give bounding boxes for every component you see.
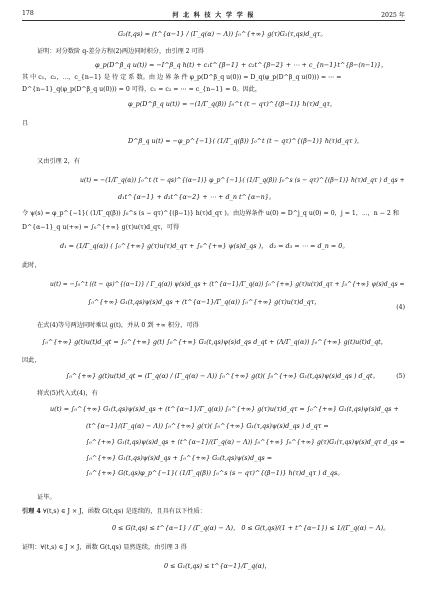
paragraph-boundary-1: 其 中 c₁，c₂，⋯，c_{n−1} 是 待 定 系 数。由 边 界 条 件 φ_p(D^β_q u(0)) = D_q(φ_p(D^β_q u(0))) = ⋯ = — [22, 74, 342, 81]
text-now: 此时， — [22, 262, 41, 269]
text-qed: 证毕。 — [37, 494, 56, 501]
text-and: 且 — [22, 120, 29, 127]
equation-final-2: (t^{α−1}/(Γ_q(α) − Λ)) ∫₀^{+∞} g(τ)( ∫₀^{+∞} G₁(τ,qs)ψ(s)d_qs ) d_qτ = — [86, 422, 329, 430]
equation-final-3: ∫₀^{+∞} G₁(t,qs)ψ(s)d_qs + (t^{α−1}/(Γ_q(α) − Λ)) ∫₀^{+∞} ∫₀^{+∞} g(τ)G₁(τ,qs)ψ(s)d_qτ d_qs = — [86, 438, 405, 446]
proof-lemma4: 证明：∀(t,s) ∈ J × J，函数 G(t,qs) 显然连续，由引理 3 得 — [22, 544, 187, 551]
lemma-4-label: 引理 4 — [22, 508, 41, 515]
equation-5: ∫₀^{+∞} g(t)u(t)d_qt = (Γ_q(α) / (Γ_q(α) − Λ)) ∫₀^{+∞} g(t)( ∫₀^{+∞} G₁(t,qs)ψ(s)d_qs ) d_qt。 — [66, 372, 379, 380]
equation-lemma4-bounds: 0 ≤ G(t,qs) ≤ t^{α−1} / (Γ_q(α) − Λ)， 0 ≤ G(t,qs)/(1 + t^{α−1}) ≤ 1/(Γ_q(α) − Λ)。 — [112, 524, 390, 532]
page-number: 178 — [22, 10, 34, 17]
lemma-4-text: ∀(t,s) ∈ J × J，函数 G(t,qs) 是连续的，且具有以下性质： — [42, 508, 206, 515]
page-header — [22, 8, 405, 21]
paragraph-multiply: 在式(4)等号两边同时乘以 g(t)，并从 0 到 +∞ 积分，可得 — [37, 322, 199, 329]
equation-integral-g: ∫₀^{+∞} g(t)u(t)d_qt = ∫₀^{+∞} g(t) ∫₀^{+∞} G₁(t,qs)ψ(s)d_qs d_qt + (Λ/Γ_q(α)) ∫₀^{+∞} g(t)u(t)d_qt， — [42, 338, 388, 346]
equation-phi-result: φ_p(D^β_q u(t)) = −(1/Γ_q(β)) ∫₀^t (t − qτ)^{(β−1)} h(τ)d_qτ， — [128, 100, 337, 108]
equation-u-2: d₁t^{α−1} + d₂t^{α−2} + ⋯ + d_n t^{α−n}。 — [118, 193, 276, 201]
equation-phi-integrated: φ_p(D^β_q u(t)) = −I^β_q h(t) + c₁t^{β−1} + c₂t^{β−2} + ⋯ + c_{n−1}t^{β−(n−1)}， — [95, 61, 388, 69]
paragraph-psi-def: 令 ψ(s) = φ_p^{−1}( (1/Γ_q(β)) ∫₀^s (s − qτ)^{(β−1)} h(τ)d_qτ )。由边界条件 u(0) = D^j_q u(0) = 0，j = 1，⋯，n − 2 和 — [22, 210, 399, 217]
lemma-4-statement — [22, 508, 206, 516]
equation-number-5: (5) — [396, 373, 405, 380]
equation-u-expanded-1: u(t) = −∫₀^t ((t − qs)^{(α−1)} / Γ_q(α)) ψ(s)d_qs + (t^{α−1}/Γ_q(α)) ∫₀^{+∞} g(τ)u(τ)d_qτ + ∫₀^{+∞} ψ(s)d_qs = — [50, 280, 405, 288]
paragraph-boundary-3: D^{α−1}_q u(+∞) = ∫₀^{+∞} g(τ)u(τ)d_qτ，可得 — [22, 224, 180, 231]
equation-number-4: (4) — [396, 304, 405, 311]
text-substitute: 将式(5)代入式(4)，有 — [37, 390, 98, 397]
journal-title: 河 北 科 技 大 学 学 报 — [172, 12, 255, 19]
equation-u-expanded-2: ∫₀^{+∞} G₁(t,qs)ψ(s)d_qs + (t^{α−1}/Γ_q(α)) ∫₀^{+∞} g(τ)u(τ)d_qτ， — [88, 298, 321, 306]
equation-d1: d₁ = (1/Γ_q(α)) ( ∫₀^{+∞} g(τ)u(τ)d_qτ + ∫₀^{+∞} ψ(s)d_qs )， d₂ = d₃ = ⋯ = d_n = 0。 — [60, 242, 349, 250]
equation-u-1: u(t) = −(1/Γ_q(α)) ∫₀^t (t − qs)^{(α−1)} φ_p^{−1}( (1/Γ_q(β)) ∫₀^s (s − qτ)^{(β−1)} h(τ)d_qτ ) d_qs + — [80, 176, 405, 184]
equation-final-4: ∫₀^{+∞} G₁(t,qs)ψ(s)d_qs + ∫₀^{+∞} G₂(t,qs)ψ(s)d_qs = — [86, 454, 273, 462]
paragraph-boundary-2: D^{n−1}_q(φ_p(D^β_q u(0))) = 0 可得，c₁ = c₂ = ⋯ = c_{n−1} = 0。因此， — [22, 86, 262, 93]
text-therefore: 因此， — [22, 357, 41, 364]
publication-year: 2025 年 — [381, 12, 405, 19]
equation-g2: G₂(t,qs) = (t^{α−1} / (Γ_q(α) − Λ)) ∫₀^{+∞} g(τ)G₁(τ,qs)d_qτ。 — [118, 30, 327, 38]
equation-final-1: u(t) = ∫₀^{+∞} G₁(t,qs)ψ(s)d_qs + (t^{α−1}/Γ_q(α)) ∫₀^{+∞} g(τ)u(τ)d_qτ = ∫₀^{+∞} G₁(t,qs)ψ(s)d_qs + — [50, 405, 399, 413]
equation-g1-bound: 0 ≤ G₁(t,qs) ≤ t^{α−1}/Γ_q(α)， — [164, 562, 271, 570]
proof-intro: 证明：对分数阶 q-差分方程(2)两边同时积分，由引理 2 可得 — [37, 48, 204, 55]
equation-final-5: ∫₀^{+∞} G(t,qs)φ_p^{−1}( (1/Γ_q(β)) ∫₀^s (s − qτ)^{(β−1)} h(τ)d_qτ ) d_qs。 — [86, 469, 344, 477]
text-lemma2: 又由引理 2，有 — [37, 158, 81, 165]
equation-d-beta: D^β_q u(t) = −φ_p^{−1}( (1/Γ_q(β)) ∫₀^t (t − qτ)^{(β−1)} h(τ)d_qτ )， — [128, 137, 364, 145]
